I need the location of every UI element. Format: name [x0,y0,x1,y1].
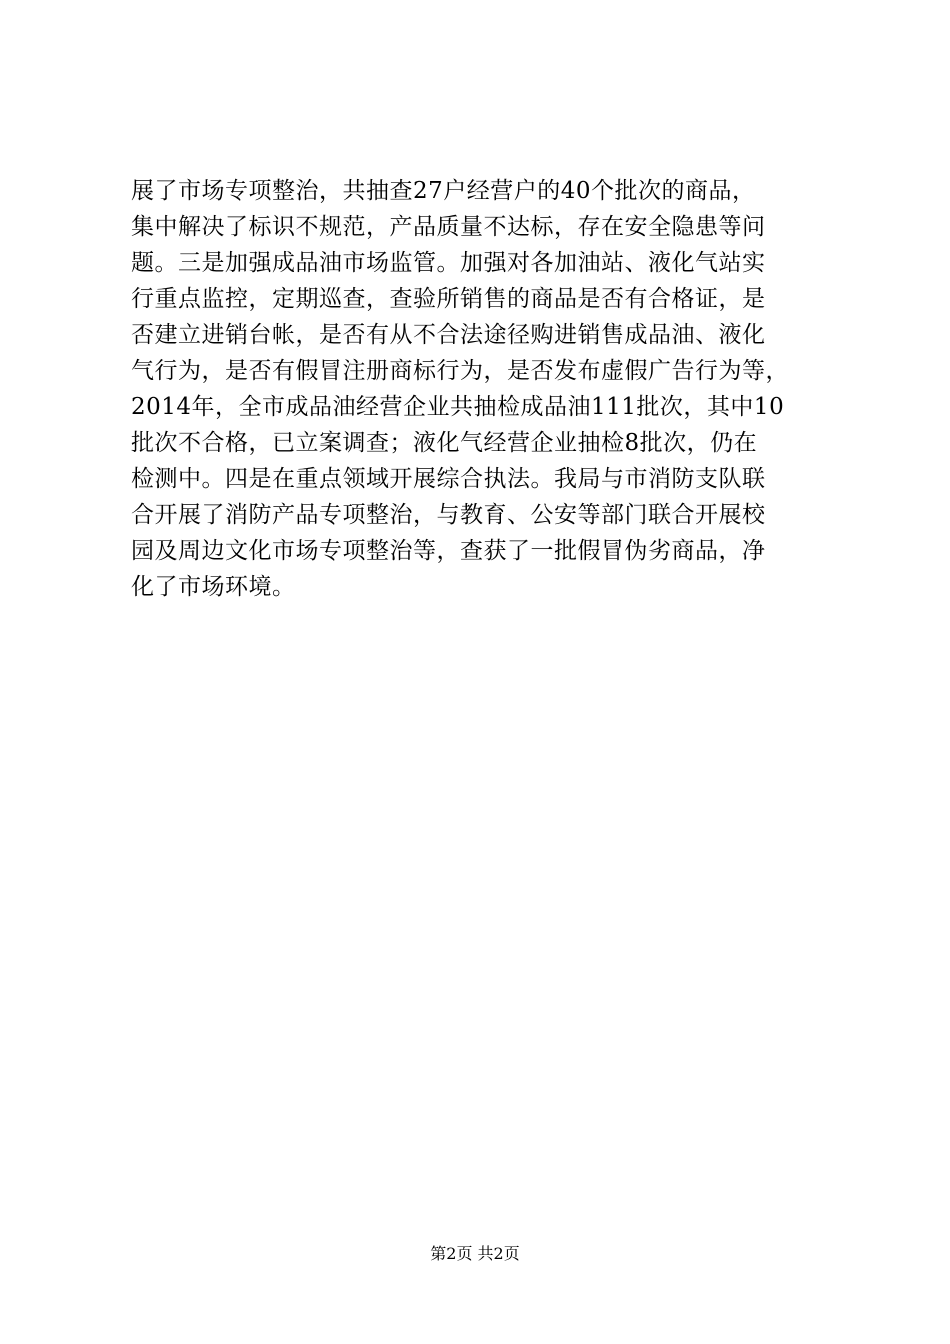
paragraph-line: 气行为，是否有假冒注册商标行为，是否发布虚假广告行为等， [131,358,789,384]
paragraph-line: 化了市场环境。 [131,574,296,600]
paragraph-line: 检测中。四是在重点领域开展综合执法。我局与市消防支队联 [131,466,766,492]
body-paragraph [131,173,841,605]
paragraph-line: 展了市场专项整治，共抽查27户经营户的40个批次的商品， [131,178,756,204]
paragraph-line: 行重点监控，定期巡查，查验所销售的商品是否有合格证，是 [131,286,766,312]
paragraph-line: 园及周边文化市场专项整治等，查获了一批假冒伪劣商品，净 [131,538,766,564]
paragraph-line: 题。三是加强成品油市场监管。加强对各加油站、液化气站实 [131,250,766,276]
paragraph-line: 否建立进销台帐，是否有从不合法途径购进销售成品油、液化 [131,322,766,348]
paragraph-line: 合开展了消防产品专项整治，与教育、公安等部门联合开展校 [131,502,766,528]
page-footer: 第2页 共2页 [430,1244,520,1263]
paragraph-line: 集中解决了标识不规范，产品质量不达标，存在安全隐患等问 [131,214,766,240]
paragraph-line: 批次不合格，已立案调查；液化气经营企业抽检8批次，仍在 [131,430,758,456]
paragraph-line: 2014年，全市成品油经营企业共抽检成品油111批次，其中10 [131,394,785,420]
